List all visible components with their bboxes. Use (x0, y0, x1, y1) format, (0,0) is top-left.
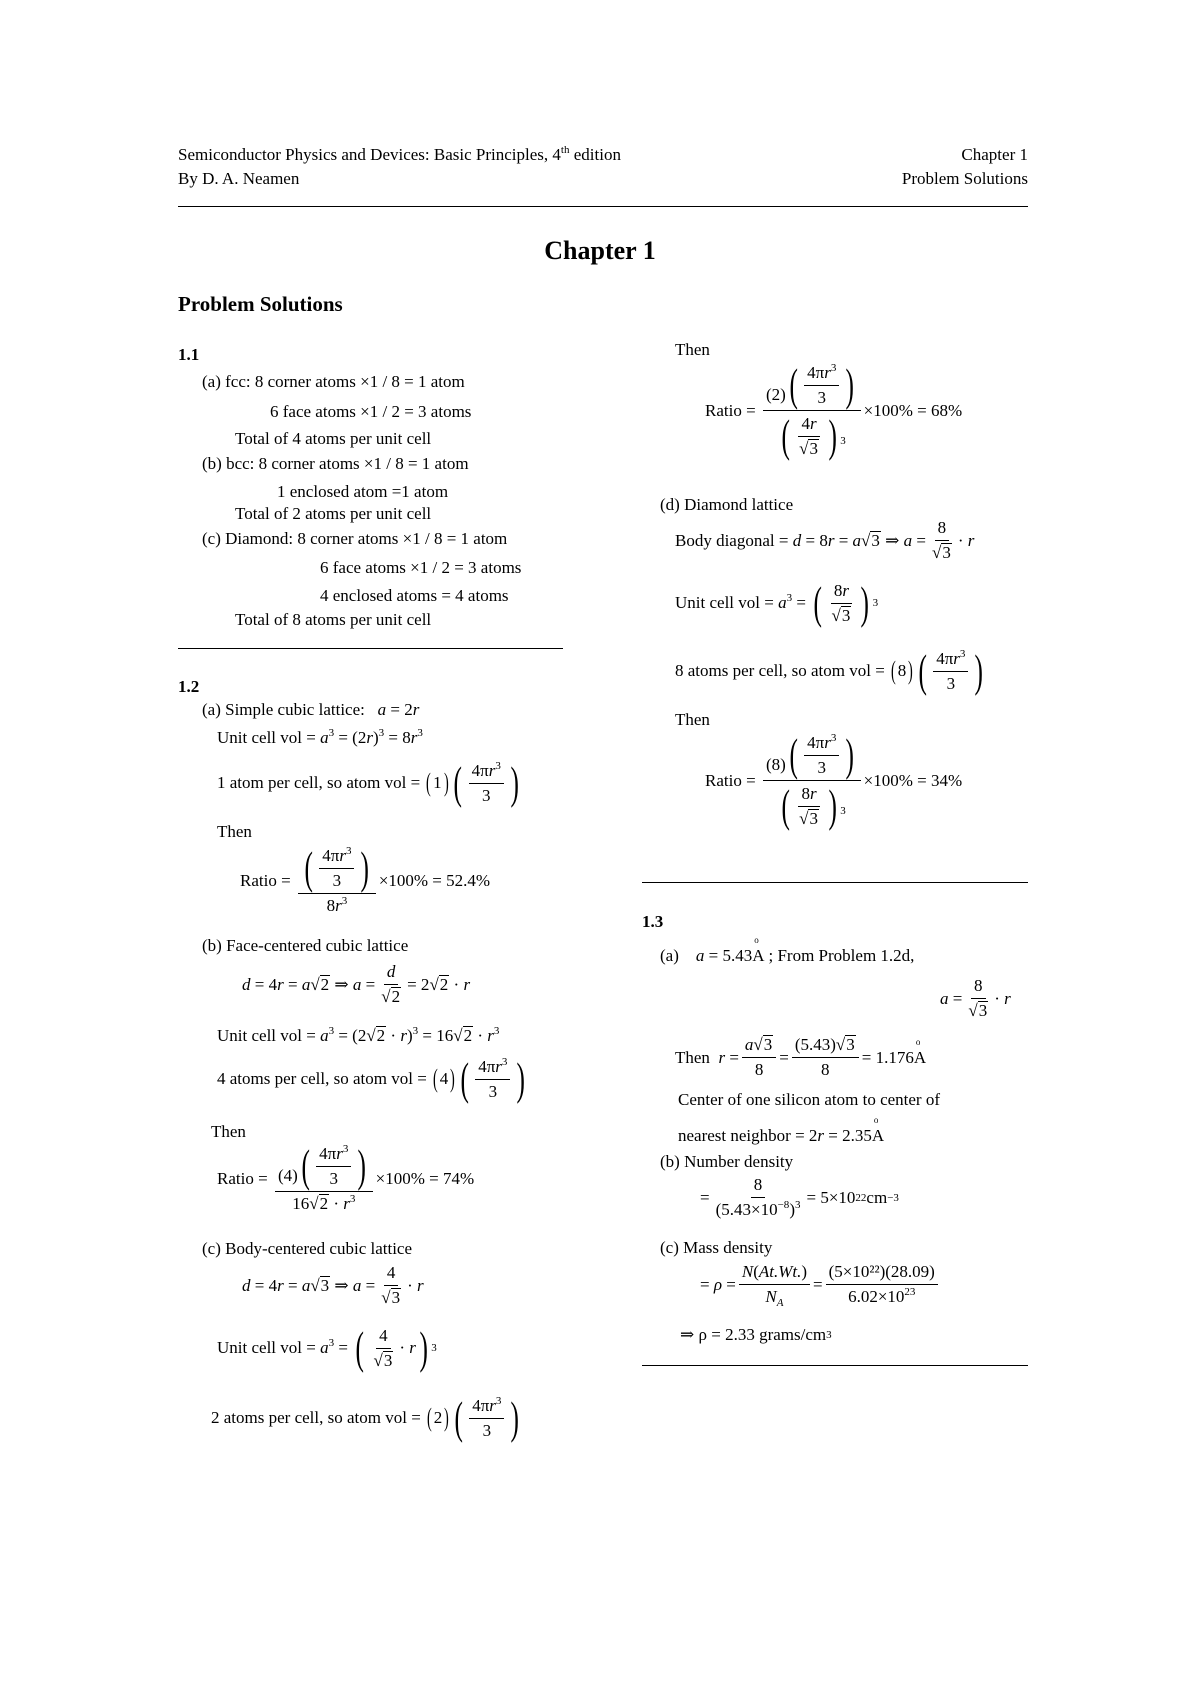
rule-1-3 (642, 1365, 1028, 1366)
problem-number-1-3: 1.3 (642, 912, 664, 931)
p13-final: ⇒ ρ = 2.33 grams/cm 3 (680, 1325, 832, 1344)
p12-a-label: (a) Simple cubic lattice: a = 2r (202, 700, 420, 719)
header-book-title: Semiconductor Physics and Devices: Basic Principles, 4th edition (178, 144, 621, 164)
p13-center1: Center of one silicon atom to center of (678, 1090, 940, 1109)
p11-b1: (b) bcc: 8 corner atoms ×1 / 8 = 1 atom (202, 454, 469, 473)
p12-b-atom-vol: 4 atoms per cell, so atom vol = ( 4 ) ( $\frac{4\pi r^3}{3}$ ) (217, 1053, 526, 1104)
p11-c1: (c) Diamond: 8 corner atoms ×1 / 8 = 1 atom (202, 529, 508, 548)
header-chapter: Chapter 1 (961, 145, 1028, 164)
p12-a-then: Then (217, 822, 252, 841)
rule-1-2 (642, 882, 1028, 883)
p12-c-atom-vol: 2 atoms per cell, so atom vol = ( 2 ) ( $\frac{4\pi r^3}{3}$ ) (211, 1392, 520, 1443)
p13-a-formula: a = 8 √ 3 · r (940, 976, 1011, 1020)
p13-a-r: Then r = a √ 3 8 = (5.43) √ 3 8 = 1.176 o A (675, 1035, 926, 1080)
p12-d-ratio: Ratio = (8) ( $\frac{4\pi r^3}{3}$ ) ( 8r √ 3 ) $^3$ ×100% = 34% (705, 729, 963, 831)
p12-b-unit-vol: Unit cell vol = $a^3 = (2$ √ 2 · r)$^3$ = 16 √ 2 · $r^3$ (217, 1025, 500, 1045)
p12-d-label: (d) Diamond lattice (660, 495, 794, 514)
p13-center2: nearest neighbor = 2r = 2.35 o A (678, 1126, 884, 1146)
p11-a3: Total of 4 atoms per unit cell (235, 429, 432, 448)
p12-c-then: Then (675, 340, 710, 359)
p12-c-d: d = 4r = a √ 3 ⇒ a = 4 √ 3 · r (242, 1263, 424, 1307)
p12-a-unit-vol: Unit cell vol = $a^3 = (2r)^3 = 8r^3$ (217, 727, 423, 747)
page-subtitle: Problem Solutions (178, 292, 343, 316)
p11-c2: 6 face atoms ×1 / 2 = 3 atoms (320, 558, 522, 577)
p13-b-value: = $\frac{8}{(5.43\times 10^{-8})^3}$ = 5×10 22 cm −3 (700, 1175, 899, 1219)
header-section: Problem Solutions (901, 169, 1028, 188)
p12-a-atom-vol: 1 atom per cell, so atom vol = ( 1 ) ( $\frac{4\pi r^3}{3}$ ) (217, 757, 519, 808)
p12-d-body-diag: Body diagonal = d = 8r = a √ 3 ⇒ a = 8 √ 3 · r (675, 518, 975, 562)
p13-a-label: (a) a = 5.43 o A ; From Problem 1.2d, (660, 946, 914, 966)
p13-c-label: (c) Mass density (660, 1238, 773, 1257)
problem-number-1-2: 1.2 (178, 677, 200, 696)
p12-b-ratio: Ratio = (4) ( $\frac{4\pi r^3}{3}$ ) 16 √ 2 · $r^3$ ×100% = 74% (217, 1140, 475, 1213)
page-title: Chapter 1 (544, 236, 656, 265)
p12-d-unit-vol: Unit cell vol = $a^3$ = ( 8r √ 3 ) 3 (675, 577, 879, 628)
p12-b-then: Then (211, 1122, 246, 1141)
p11-b2: 1 enclosed atom =1 atom (277, 482, 449, 501)
p11-a2: 6 face atoms ×1 / 2 = 3 atoms (270, 402, 472, 421)
p11-c3: 4 enclosed atoms = 4 atoms (320, 586, 509, 605)
p12-c-ratio: Ratio = (2) ( $\frac{4\pi r^3}{3}$ ) ( 4r √ 3 ) $^3$ ×100% = 68% (705, 359, 963, 461)
rule-1-1 (178, 648, 563, 649)
p11-c4: Total of 8 atoms per unit cell (235, 610, 432, 629)
p13-c-value: = ρ = $\frac{N(At.Wt.)}{N_A}$ = $\frac{\text{(5×10²²)(28.09)}}{6.02\times 10^{23}}$ (700, 1262, 941, 1307)
p12-d-atom-vol: 8 atoms per cell, so atom vol = ( 8 ) ( $\frac{4\pi r^3}{3}$ ) (675, 645, 984, 696)
p11-b3: Total of 2 atoms per unit cell (235, 504, 432, 523)
p11-a1: (a) fcc: 8 corner atoms ×1 / 8 = 1 atom (202, 372, 465, 391)
p12-c-label: (c) Body-centered cubic lattice (202, 1239, 413, 1258)
problem-number-1-1: 1.1 (178, 345, 200, 364)
p13-b-label: (b) Number density (660, 1152, 794, 1171)
header-rule (178, 206, 1028, 207)
p12-b-label: (b) Face-centered cubic lattice (202, 936, 409, 955)
p12-a-ratio: Ratio = ( $\frac{4\pi r^3}{3}$ ) $8r^3$ ×100% = 52.4% (240, 842, 491, 915)
p12-d-then: Then (675, 710, 710, 729)
p12-b-d: d = 4r = a √ 2 ⇒ a = d √ 2 = 2 √ 2 · r (242, 962, 471, 1006)
header-author: By D. A. Neamen (178, 169, 300, 188)
p12-c-unit-vol: Unit cell vol = $a^3$ = ( 4 √ 3 · r ) 3 (217, 1322, 437, 1373)
